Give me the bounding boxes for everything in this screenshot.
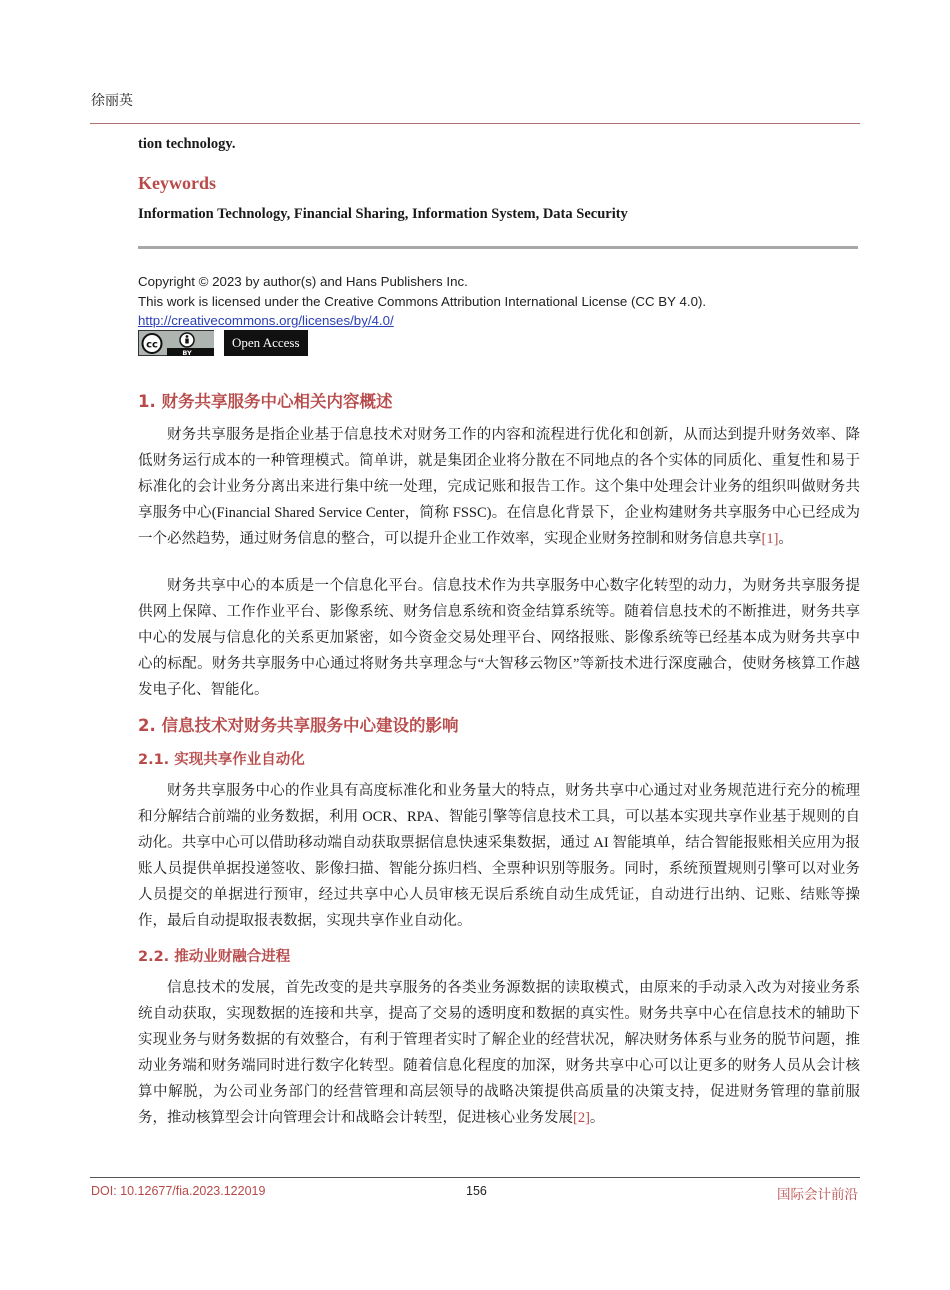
- keywords-divider: [138, 246, 858, 249]
- copyright-line: Copyright © 2023 by author(s) and Hans Publishers Inc.: [138, 274, 468, 289]
- paragraph-text: 财务共享服务是指企业基于信息技术对财务工作的内容和流程进行优化和创新，从而达到提升财务效率、降低财务运行成本的一种管理模式。简单讲，就是集团企业将分散在不同地点的各个实体的同质化、重复性和易于标准化的会计业务分离出来进行集中统一处理，完成记账和报告工作。这个集中处理会计业务的组织叫做财务共享服务中心(Financial Shared Service Center，简称 FSSC)。在信息化背景下，企业构建财务共享服务中心已经成为一个必然趋势，通过财务信息的整合，可以提升企业工作效率，实现企业财务控制和财务信息共享: [138, 427, 860, 547]
- section-2-1-paragraph: 财务共享服务中心的作业具有高度标准化和业务量大的特点，财务共享中心通过对业务规范进行充分的梳理和分解结合前端的业务数据，利用 OCR、RPA、智能引擎等信息技术工具，可以基本实现共享作业基于规则的自动化。共享中心可以借助移动端自动获取票据信息快速采集数据，通过 AI 智能填单，结合智能报账相关应用为报账人员提供单据投递签收、影像扫描、智能分拣归档、全票种识别等服务。同时，系统预置规则引擎可以对业务人员提交的单据进行预审，经过共享中心人员审核无误后系统自动生成凭证，自动进行出纳、记账、结账等操作，最后自动提取报表数据，实现共享作业自动化。: [138, 783, 860, 929]
- citation-link-2[interactable]: [2]: [573, 1110, 590, 1126]
- footer-divider: [90, 1177, 860, 1178]
- open-access-badge[interactable]: Open Access: [224, 330, 308, 356]
- section-1-paragraph-1: [138, 422, 860, 552]
- header-divider: [90, 123, 860, 124]
- section-1-paragraph-2: 财务共享中心的本质是一个信息化平台。信息技术作为共享服务中心数字化转型的动力，为财务共享服务提供网上保障、工作作业平台、影像系统、财务信息系统和资金结算系统等。随着信息技术的不断推进，财务共享中心的发展与信息化的关系更加紧密，如今资金交易处理平台、网络报账、影像系统等已经基本成为财务共享中心的标配。财务共享服务中心通过将财务共享理念与“大智移云物区”等新技术进行深度融合，使财务核算工作越发电子化、智能化。: [138, 578, 860, 698]
- footer-journal-name: 国际会计前沿: [777, 1187, 858, 1202]
- paragraph-end: 。: [778, 531, 793, 547]
- footer-doi[interactable]: DOI: 10.12677/fia.2023.122019: [91, 1184, 266, 1198]
- section-2-2-paragraph: [138, 975, 860, 1131]
- paragraph-end: 。: [589, 1110, 605, 1126]
- footer-page-number: 156: [466, 1184, 487, 1198]
- section-1-heading: 1. 财务共享服务中心相关内容概述: [138, 392, 393, 411]
- running-head-author: 徐丽英: [91, 94, 133, 109]
- svg-text:BY: BY: [182, 349, 192, 357]
- license-link[interactable]: http://creativecommons.org/licenses/by/4.0/: [138, 313, 394, 328]
- section-2-2-heading: 2.2. 推动业财融合进程: [138, 949, 291, 965]
- license-badges: [138, 330, 308, 356]
- license-line: This work is licensed under the Creative Commons Attribution International License (CC BY 4.0).: [138, 293, 707, 309]
- section-2-heading: 2. 信息技术对财务共享服务中心建设的影响: [138, 716, 459, 735]
- section-2-1-heading: 2.1. 实现共享作业自动化: [138, 752, 305, 768]
- abstract-tail: tion technology.: [138, 136, 236, 152]
- svg-text:cc: cc: [146, 339, 158, 351]
- cc-by-badge[interactable]: [138, 330, 214, 356]
- citation-link-1[interactable]: [1]: [761, 531, 779, 547]
- paragraph-text: 信息技术的发展，首先改变的是共享服务的各类业务源数据的读取模式，由原来的手动录入改为对接业务系统自动获取，实现数据的连接和共享，提高了交易的透明度和数据的真实性。财务共享中心在信息技术的辅助下实现业务与财务数据的有效整合，有利于管理者实时了解企业的经营状况，解决财务体系与业务的脱节问题，推动业务端和财务端同时进行数字化转型。随着信息化程度的加深，财务共享中心可以让更多的财务人员从会计核算中解脱，为公司业务部门的经营管理和高层领导的战略决策提供高质量的决策支持，促进财务管理的靠前服务，推动核算型会计向管理会计和战略会计转型，促进核心业务发展: [138, 980, 860, 1126]
- keywords-list: Information Technology, Financial Sharing, Information System, Data Security: [138, 206, 628, 222]
- cc-by-icon: [139, 331, 215, 357]
- keywords-heading: Keywords: [138, 173, 216, 193]
- copyright-block: [138, 272, 706, 331]
